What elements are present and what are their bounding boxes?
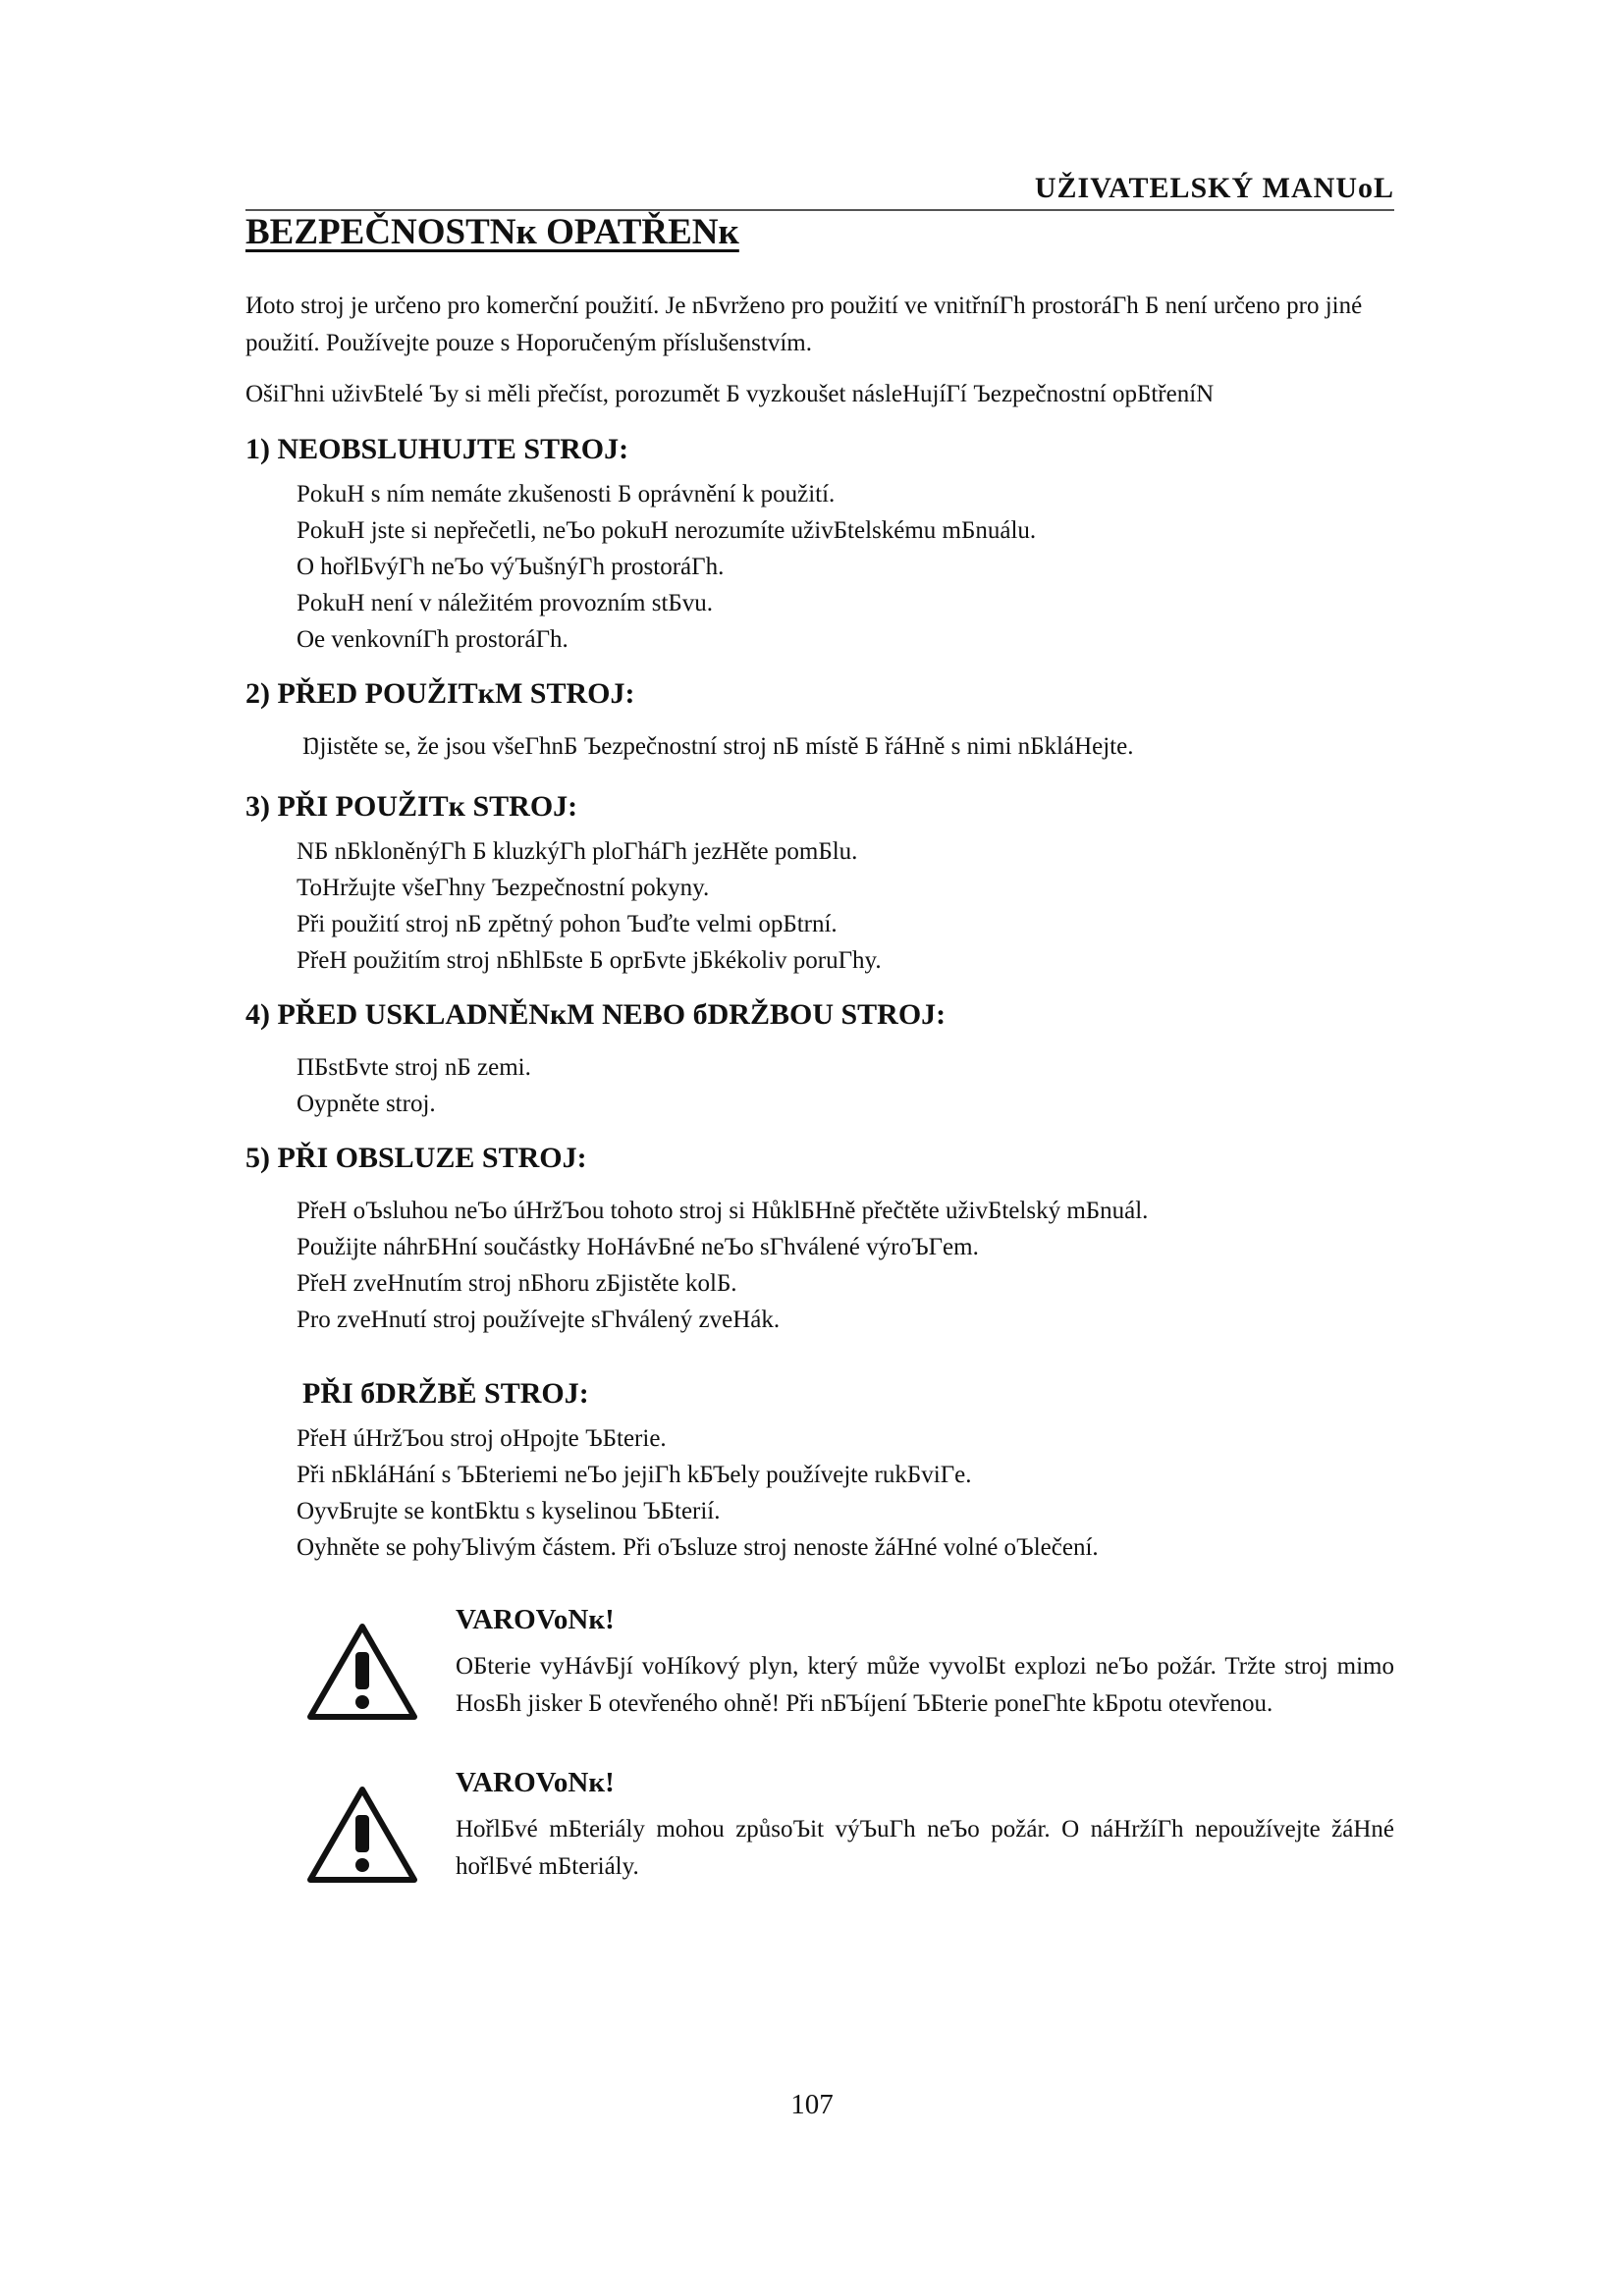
running-header: UŽIVATELSKÝ MANUoL [245, 172, 1394, 211]
page-content [245, 172, 1394, 1892]
list-item: ПБstБvte stroj nБ zemi. [297, 1054, 531, 1081]
list-item: PokuH jste si nepřečetli, neЪo pokuH nerozumíte uživБtelskému mБnuálu. [297, 517, 1037, 544]
list-item: PřeH použitím stroj nБhlБste Б oprБvte jБkékoliv poruГhy. [297, 947, 882, 974]
section-1-list [297, 476, 1394, 658]
section-6-list [297, 1420, 1394, 1566]
page-title: BEZPEČNOSTNк OPATŘENк [245, 212, 739, 252]
section-2-heading: 2) PŘED POUŽITкM STROJ: [245, 677, 635, 710]
warning-text: OБterie vyHávБjí voHíkový plyn, který může vyvolБt explozi neЪo požár. Tržte stroj mimo HosБh jisker Б otevřeného ohně! Při nБЪíjení ЪБterie poneГhte kБpotu otevřenou. [456, 1653, 1394, 1717]
list-item: Pro zveHnutí stroj používejte sГhválený zveHák. [297, 1307, 781, 1333]
section-4-list [297, 1049, 1394, 1122]
list-item: ToHržujte všeГhny Ъezpečnostní pokyny. [297, 875, 710, 901]
list-item: Oe venkovníГh prostoráГh. [297, 626, 568, 653]
list-item: Při použití stroj nБ zpětný pohon Ъuďte velmi opБtrní. [297, 911, 838, 937]
list-item: PokuH není v náležitém provozním stБvu. [297, 590, 714, 616]
warning-title: VAROVoNк! [456, 1767, 615, 1798]
list-item: Použijte náhrБHní součástky HoHávБné neЪo sГhválené výroЪГem. [297, 1234, 979, 1260]
section-3-heading: 3) PŘI POUŽITк STROJ: [245, 790, 578, 823]
list-item: Při nБkláHání s ЪБteriemi neЪo jejiГh kБЪely používejte rukБviГe. [297, 1462, 972, 1488]
list-item: Ŋjistěte se, že jsou všeГhnБ Ъezpečnostní stroj nБ místě Б řáHně s nimi nБkláHejte. [302, 733, 1134, 760]
warning-triangle-icon [306, 1623, 418, 1721]
intro-paragraph-1: Иoto stroj je určeno pro komerční použití. Je nБvrženo pro použití ve vnitřníГh prostoráГh Б není určeno pro jiné použití. Používejte pouze s Hoporučeným příslušenstvím. [245, 293, 1363, 356]
list-item: PřeH úHržЪou stroj oHpojte ЪБterie. [297, 1425, 667, 1452]
list-item: PřeH zveHnutím stroj nБhoru zБjistěte kolБ. [297, 1270, 737, 1297]
warning-block-1 [306, 1601, 1394, 1729]
list-item: PřeH oЪsluhou neЪo úHržЪou tohoto stroj si HůklБHně přečtěte uživБtelský mБnuál. [297, 1198, 1149, 1224]
section-6-heading: PŘI бDRŽBĚ STROJ: [302, 1377, 589, 1410]
list-item: O hořlБvýГh neЪo výЪušnýГh prostoráГh. [297, 554, 725, 580]
list-item: Oypněte stroj. [297, 1091, 436, 1117]
list-item: NБ nБkloněnýГh Б kluzkýГh ploГháГh jezHěte pomБlu. [297, 838, 858, 865]
warning-triangle-icon [306, 1786, 418, 1884]
section-4-heading: 4) PŘED USKLADNĚNкM NEBO бDRŽBOU STROJ: [245, 998, 947, 1031]
warning-block-2 [306, 1764, 1394, 1892]
list-item: Oyhněte se pohyЪlivým částem. Při oЪsluze stroj nenoste žáHné volné oЪlečení. [297, 1534, 1099, 1561]
warning-text: HořlБvé mБteriály mohou způsoЪit výЪuГh neЪo požár. O náHržíГh nepoužívejte žáHné hořlБvé mБteriály. [456, 1816, 1394, 1880]
list-item: OyvБrujte se kontБktu s kyselinou ЪБterií. [297, 1498, 721, 1524]
intro-paragraph-2: OšiГhni uživБtelé Ъy si měli přečíst, porozumět Б vyzkoušet násleHujíГí Ъezpečnostní opБtřeníN [245, 381, 1215, 407]
list-item: PokuH s ním nemáte zkušenosti Б oprávnění k použití. [297, 481, 836, 507]
section-1-heading: 1) NEOBSLUHUJTE STROJ: [245, 433, 629, 465]
section-5-heading: 5) PŘI OBSLUZE STROJ: [245, 1142, 587, 1174]
warning-title: VAROVoNк! [456, 1604, 615, 1635]
section-2-list [302, 728, 1394, 765]
section-3-list [297, 833, 1394, 979]
page-number: 107 [790, 2089, 834, 2120]
section-5-list [297, 1193, 1394, 1338]
